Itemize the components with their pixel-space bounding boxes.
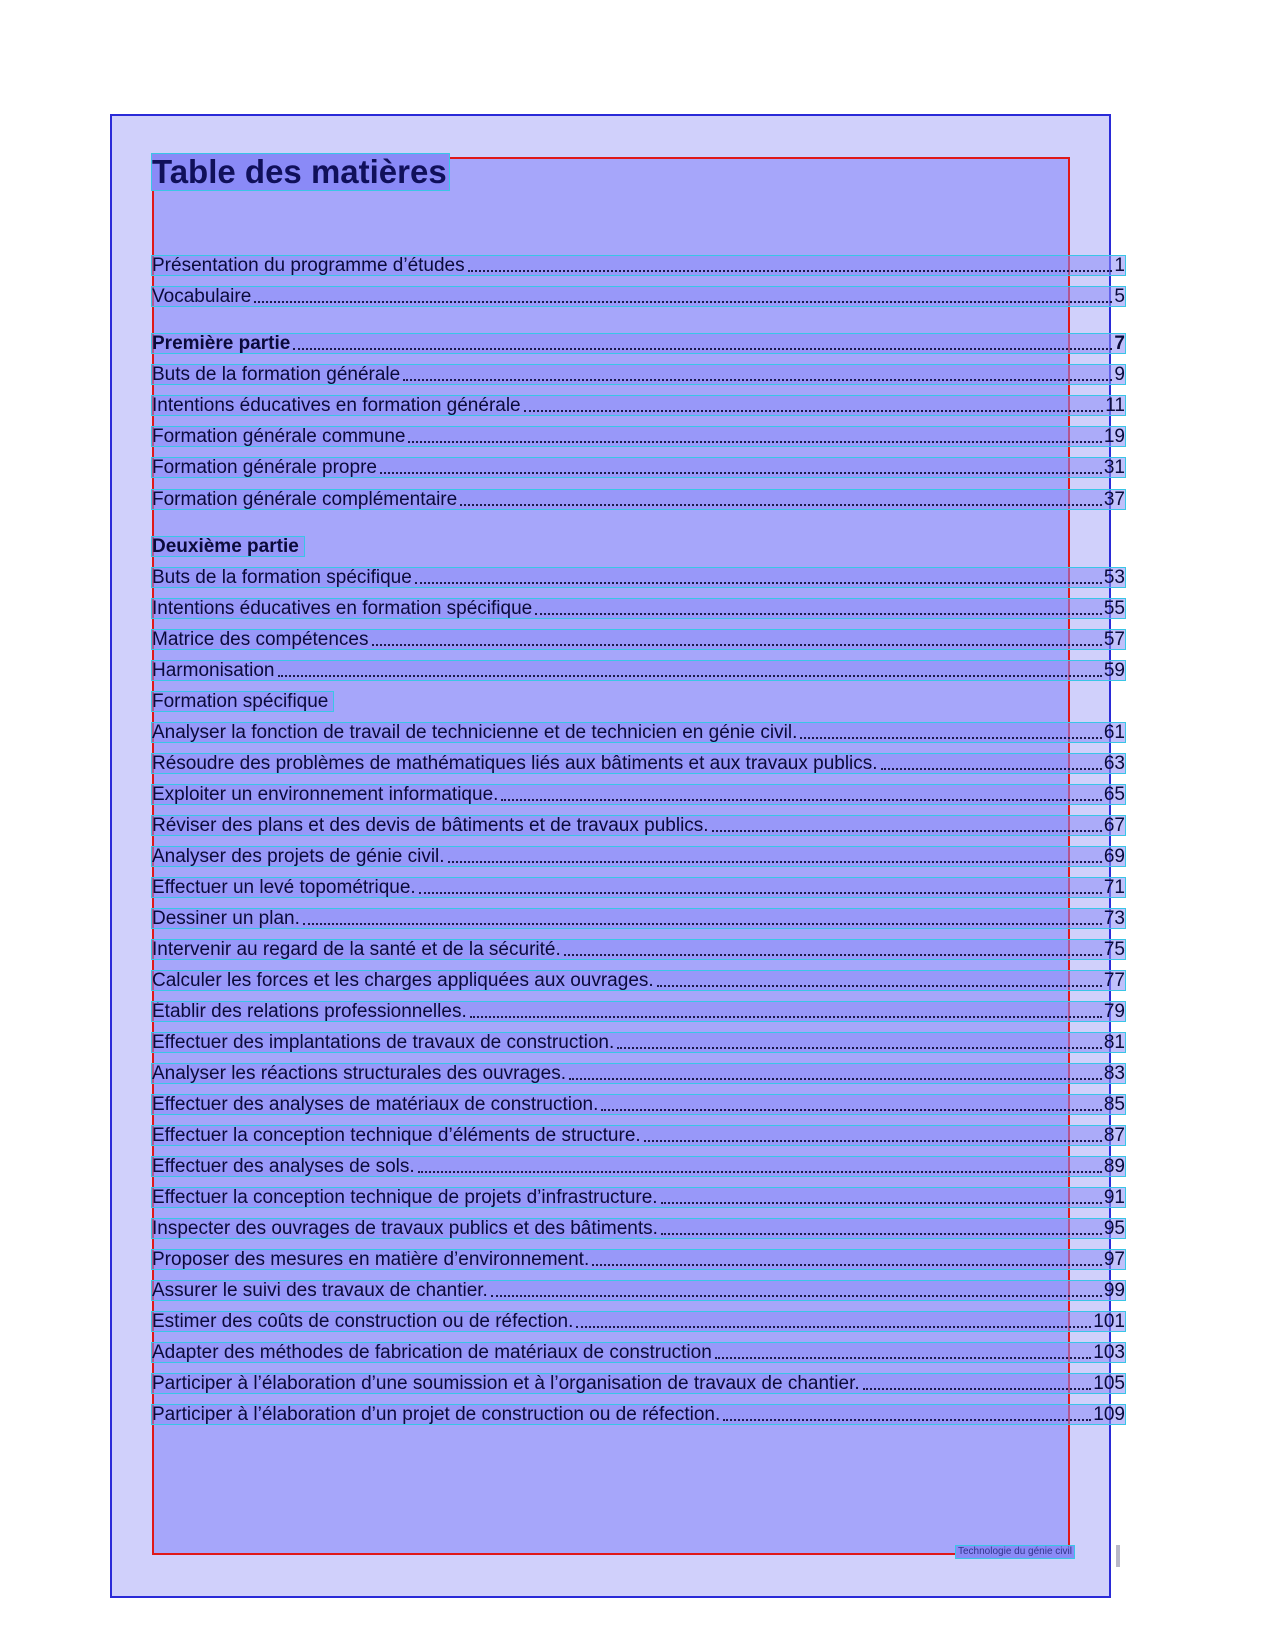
- toc-entry[interactable]: [152, 1343, 1125, 1362]
- toc-page-number: 87: [1103, 1126, 1125, 1145]
- toc-page-number: 71: [1103, 878, 1125, 897]
- toc-dot-leader: [712, 830, 1102, 832]
- toc-dot-leader: [715, 1357, 1092, 1359]
- toc-entry[interactable]: [152, 1095, 1125, 1114]
- toc-page-number: 91: [1103, 1188, 1125, 1207]
- toc-entry-label: Deuxième partie: [152, 537, 299, 556]
- toc-dot-leader: [535, 613, 1102, 615]
- toc-entry[interactable]: [152, 1219, 1125, 1238]
- toc-section-heading[interactable]: [152, 692, 333, 711]
- toc-dot-leader: [501, 799, 1101, 801]
- toc-entry-label: Dessiner un plan.: [152, 909, 300, 928]
- toc-page-number: 7: [1114, 334, 1125, 353]
- toc-entry-label: Effectuer la conception technique d’éléments de structure.: [152, 1126, 641, 1145]
- toc-page-number: 11: [1105, 396, 1125, 415]
- toc-entry-label: Proposer des mesures en matière d’environnement.: [152, 1250, 590, 1269]
- toc-page-number: 81: [1103, 1033, 1125, 1052]
- toc-entry[interactable]: [152, 1312, 1125, 1331]
- toc-entry-label: Effectuer un levé topométrique.: [152, 878, 416, 897]
- toc-entry-label: Matrice des compétences: [152, 630, 369, 649]
- toc-entry-label: Résoudre des problèmes de mathématiques liés aux bâtiments et aux travaux publics.: [152, 754, 878, 773]
- toc-dot-leader: [800, 737, 1102, 739]
- toc-entry[interactable]: [152, 1126, 1125, 1145]
- toc-entry-label: Analyser les réactions structurales des ouvrages.: [152, 1064, 566, 1083]
- toc-dot-leader: [380, 472, 1102, 474]
- toc-entry[interactable]: [152, 630, 1125, 649]
- footer-marker: [1116, 1545, 1120, 1567]
- toc-entry[interactable]: [152, 1374, 1125, 1393]
- toc-dot-leader: [403, 379, 1112, 381]
- toc-page-number: 73: [1103, 909, 1125, 928]
- toc-entry-label: Analyser la fonction de travail de technicienne et de technicien en génie civil.: [152, 723, 798, 742]
- toc-page-number: 109: [1093, 1405, 1125, 1424]
- toc-page-number: 83: [1103, 1064, 1125, 1083]
- toc-entry[interactable]: [152, 1188, 1125, 1207]
- toc-entry[interactable]: [152, 754, 1125, 773]
- toc-page-number: 69: [1103, 847, 1125, 866]
- toc-page-number: 57: [1103, 630, 1125, 649]
- toc-dot-leader: [470, 1016, 1102, 1018]
- toc-entry[interactable]: [152, 365, 1125, 384]
- toc-entry-label: Intervenir au regard de la santé et de la sécurité.: [152, 940, 561, 959]
- toc-entry-label: Buts de la formation générale: [152, 365, 401, 384]
- toc-entry[interactable]: [152, 971, 1125, 990]
- toc-dot-leader: [601, 1109, 1101, 1111]
- toc-dot-leader: [418, 1171, 1102, 1173]
- toc-page-number: 19: [1103, 427, 1125, 446]
- toc-page-number: 55: [1103, 599, 1125, 618]
- toc-entry-label: Effectuer des analyses de matériaux de construction.: [152, 1095, 599, 1114]
- toc-page-number: 67: [1103, 816, 1125, 835]
- toc-entry-label: Exploiter un environnement informatique.: [152, 785, 499, 804]
- toc-entry[interactable]: [152, 847, 1125, 866]
- toc-page-number: 105: [1093, 1374, 1125, 1393]
- toc-entry[interactable]: [152, 909, 1125, 928]
- toc-entry[interactable]: [152, 1002, 1125, 1021]
- toc-entry[interactable]: [152, 287, 1125, 306]
- toc-dot-leader: [617, 1047, 1102, 1049]
- toc-page-number: 1: [1114, 256, 1125, 275]
- toc-entry-label: Intentions éducatives en formation spécifique: [152, 599, 533, 618]
- toc-entry-label: Participer à l’élaboration d’un projet de construction ou de réfection.: [152, 1405, 721, 1424]
- toc-entry[interactable]: [152, 1405, 1125, 1424]
- toc-dot-leader: [293, 348, 1112, 350]
- toc-dot-leader: [491, 1295, 1102, 1297]
- toc-entry-label: Formation générale complémentaire: [152, 490, 458, 509]
- toc-entry[interactable]: [152, 256, 1125, 275]
- toc-page-number: 97: [1103, 1250, 1125, 1269]
- toc-page-number: 37: [1103, 490, 1125, 509]
- toc-entry-label: Inspecter des ouvrages de travaux publics et des bâtiments.: [152, 1219, 658, 1238]
- toc-dot-leader: [863, 1388, 1092, 1390]
- toc-dot-leader: [303, 923, 1102, 925]
- toc-dot-leader: [661, 1202, 1102, 1204]
- toc-page-number: 65: [1103, 785, 1125, 804]
- toc-page-number: 9: [1114, 365, 1125, 384]
- toc-dot-leader: [408, 441, 1101, 443]
- toc-entry[interactable]: [152, 458, 1125, 477]
- toc-page-number: 95: [1103, 1219, 1125, 1238]
- toc-page-number: 101: [1093, 1312, 1125, 1331]
- toc-entry-label: Formation générale propre: [152, 458, 377, 477]
- toc-section-heading[interactable]: [152, 537, 304, 556]
- toc-entry-label: Buts de la formation spécifique: [152, 568, 412, 587]
- toc-entry-label: Analyser des projets de génie civil.: [152, 847, 445, 866]
- toc-entry[interactable]: [152, 878, 1125, 897]
- toc-entry-label: Calculer les forces et les charges appliquées aux ouvrages.: [152, 971, 654, 990]
- toc-entry-label: Effectuer la conception technique de projets d’infrastructure.: [152, 1188, 658, 1207]
- toc-dot-leader: [419, 892, 1102, 894]
- toc-dot-leader: [460, 504, 1102, 506]
- toc-dot-leader: [569, 1078, 1102, 1080]
- toc-entry[interactable]: [152, 1281, 1125, 1300]
- toc-entry[interactable]: [152, 490, 1125, 509]
- toc-entry-label: Formation spécifique: [152, 692, 329, 711]
- toc-entry[interactable]: [152, 1033, 1125, 1052]
- toc-dot-leader: [657, 985, 1102, 987]
- toc-entry[interactable]: [152, 723, 1125, 742]
- page-title: Table des matières: [152, 153, 447, 190]
- toc-dot-leader: [448, 861, 1102, 863]
- toc-page-number: 79: [1103, 1002, 1125, 1021]
- toc-page-number: 53: [1103, 568, 1125, 587]
- toc-page-number: 89: [1103, 1157, 1125, 1176]
- toc-page-number: 77: [1103, 971, 1125, 990]
- toc-entry-label: Adapter des méthodes de fabrication de matériaux de construction: [152, 1343, 712, 1362]
- toc-page-number: 31: [1103, 458, 1125, 477]
- toc-entry-label: Établir des relations professionnelles.: [152, 1002, 467, 1021]
- toc-dot-leader: [576, 1326, 1091, 1328]
- toc-dot-leader: [661, 1233, 1102, 1235]
- toc-entry-label: Réviser des plans et des devis de bâtiments et de travaux publics.: [152, 816, 709, 835]
- toc-page-number: 61: [1103, 723, 1125, 742]
- toc-entry-label: Harmonisation: [152, 661, 275, 680]
- toc-dot-leader: [644, 1140, 1102, 1142]
- toc-entry[interactable]: [152, 661, 1125, 680]
- toc-dot-leader: [564, 954, 1102, 956]
- toc-page-number: 99: [1103, 1281, 1125, 1300]
- toc-entry[interactable]: [152, 599, 1125, 618]
- toc-entry[interactable]: [152, 396, 1125, 415]
- toc-entry[interactable]: [152, 940, 1125, 959]
- toc-dot-leader: [254, 301, 1112, 303]
- toc-page-number: 85: [1103, 1095, 1125, 1114]
- toc-page-number: 63: [1103, 754, 1125, 773]
- toc-entry-label: Formation générale commune: [152, 427, 406, 446]
- toc-dot-leader: [723, 1419, 1091, 1421]
- toc-entry-label: Effectuer des implantations de travaux de construction.: [152, 1033, 615, 1052]
- toc-entry-label: Intentions éducatives en formation générale: [152, 396, 521, 415]
- toc-page-number: 103: [1093, 1343, 1125, 1362]
- toc-dot-leader: [468, 270, 1113, 272]
- toc-entry-label: Assurer le suivi des travaux de chantier.: [152, 1281, 488, 1300]
- toc-page-number: 75: [1103, 940, 1125, 959]
- toc-entry[interactable]: [152, 427, 1125, 446]
- toc-dot-leader: [881, 768, 1102, 770]
- toc-entry[interactable]: [152, 785, 1125, 804]
- toc-entry-label: Présentation du programme d’études: [152, 256, 465, 275]
- toc-dot-leader: [524, 410, 1104, 412]
- footer-program-name: Technologie du génie civil: [958, 1546, 1072, 1557]
- toc-dot-leader: [415, 582, 1102, 584]
- toc-entry-label: Estimer des coûts de construction ou de réfection.: [152, 1312, 574, 1331]
- toc-entry-label: Vocabulaire: [152, 287, 252, 306]
- toc-entry[interactable]: [152, 1064, 1125, 1083]
- toc-entry[interactable]: [152, 816, 1125, 835]
- toc-entry-label: Première partie: [152, 334, 291, 353]
- toc-page-number: 5: [1114, 287, 1125, 306]
- toc-page-number: 59: [1103, 661, 1125, 680]
- toc-dot-leader: [278, 675, 1102, 677]
- toc-entry[interactable]: [152, 568, 1125, 587]
- toc-entry[interactable]: [152, 334, 1125, 353]
- toc-entry-label: Effectuer des analyses de sols.: [152, 1157, 415, 1176]
- toc-dot-leader: [592, 1264, 1102, 1266]
- toc-entry[interactable]: [152, 1250, 1125, 1269]
- toc-dot-leader: [372, 644, 1102, 646]
- toc-entry-label: Participer à l’élaboration d’une soumission et à l’organisation de travaux de chantier.: [152, 1374, 860, 1393]
- toc-entry[interactable]: [152, 1157, 1125, 1176]
